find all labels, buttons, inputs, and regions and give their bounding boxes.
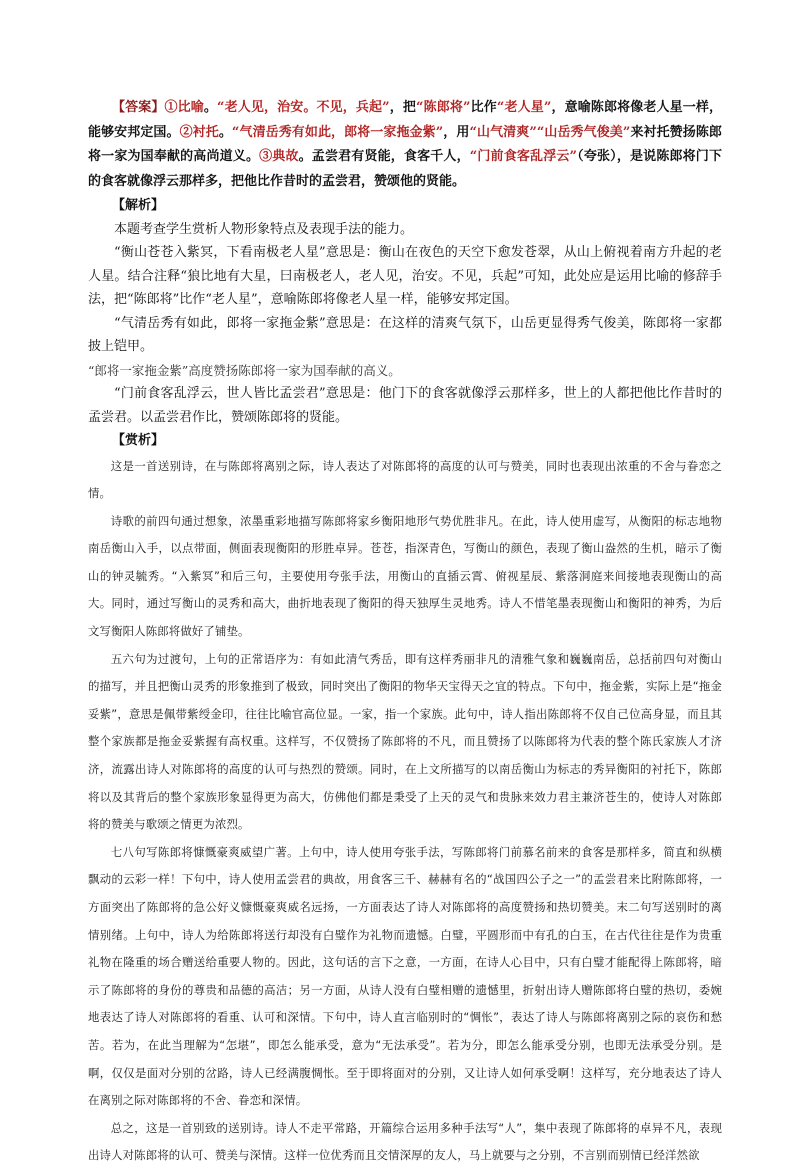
analysis-heading — [88, 194, 722, 218]
answer-text: 。 — [203, 100, 218, 115]
appreciation-heading — [88, 429, 722, 453]
answer-point-2: ②衬托 — [179, 124, 219, 140]
answer-text: 比作 — [470, 100, 497, 115]
answer-label: 【答案】 — [112, 100, 165, 115]
analysis-paragraph: “门前食客乱浮云，世人皆比孟尝君”意思是：他门下的食客就像浮云那样多，世上的人都把他比作昔时的孟尝君。以孟尝君作比，赞颂陈郎将的贤能。 — [88, 386, 722, 425]
appreciation-paragraph: 诗歌的前四句通过想象，浓墨重彩地描写陈郎将家乡衡阳地形气势优胜非凡。在此，诗人使用虚写，从衡阳的标志地物南岳衡山入手，以点带面，侧面表现衡阳的形胜卓异。苍苍，指深青色，写衡山的颜色，表现了衡山盎然的生机，暗示了衡山的钟灵毓秀。“入紫冥”和后三句，主要使用夸张手法，用衡山的直插云霄、俯视星辰、紫落洞庭来间接地表现衡山的高大。同时，通过写衡山的灵秀和高大，曲折地表现了衡阳的得天独厚生灵地秀。诗人不惜笔墨表现衡山和衡阳的神秀，为后文写衡阳人陈郎将做好了铺垫。 — [88, 513, 722, 639]
appreciation-paragraph: 七八句写陈郎将慷慨豪爽威望广著。上句中，诗人使用夸张手法，写陈郎将门前慕名前来的食客是那样多，简直和纵横飘动的云彩一样！下句中，诗人使用孟尝君的典故，用食客三千、赫赫有名的“战国四公子之一”的孟尝君来比附陈郎将，一方面突出了陈郎将的急公好义慷慨豪爽威名远扬，一方面表达了诗人对陈郎将的高度赞扬和热切赞美。末二句写送别时的离情别绪。上句中，诗人为给陈郎将送行却没有白璧作为礼物而遗憾。白璧，平圆形而中有孔的白玉，在古代往往是作为贵重礼物在隆重的场合赠送给重要人物的。因此，这句话的言下之意，一方面，在诗人心目中，只有白璧才能配得上陈郎将，暗示了陈郎将的身份的尊贵和品德的高洁；另一方面，从诗人没有白璧相赠的遗憾里，折射出诗人赠陈郎将白璧的热切，委婉地表达了诗人对陈郎将的看重、认可和深情。下句中，诗人直言临别时的“惆怅”，表达了诗人与陈郎将离别之际的哀伤和愁苦。若为，在此当理解为“怎堪”，即怎么能承受，意为“无法承受”。若为分，即怎么能承受分别，也即无法承受分别。是啊，仅仅是面对分别的岔路，诗人已经满腹惆怅。至于即将面对的分别，又让诗人如何承受啊！这样写，充分地表达了诗人在离别之际对陈郎将的不舍、眷恋和深情。 — [88, 844, 722, 1108]
appreciation-paragraph: 这是一首送别诗，在与陈郎将离别之际，诗人表达了对陈郎将的高度的认可与赞美，同时也表现出浓重的不舍与眷恋之情。 — [88, 458, 722, 501]
answer-point-1: ①比喻 — [164, 100, 204, 115]
answer-text: （夸张），是说陈郎将门下的食客就像浮云那样多，把他比作昔时的孟尝君，赞颂他的贤能。 — [88, 149, 722, 189]
answer-quote: “老人见，治安。不见，兵起” — [217, 100, 390, 115]
analysis-paragraph: “郎将一家拖金紫”高度赞扬陈郎将一家为国奉献的高义。 — [88, 362, 401, 378]
answer-text: ，用 — [443, 124, 470, 140]
answer-text: 。孟尝君有贤能，食客千人， — [298, 149, 470, 164]
answer-paragraph — [88, 96, 722, 194]
analysis-paragraph: 本题考查学生赏析人物形象特点及表现手法的能力。 — [114, 221, 414, 237]
answer-quote: “门前食客乱浮云” — [469, 149, 578, 164]
answer-quote: “山气清爽” — [469, 124, 537, 140]
appreciation-paragraph: 五六句为过渡句，上句的正常语序为：有如此清气秀岳，即有这样秀丽非凡的清雅气象和巍巍南岳，总括前四句对衡山的描写，并且把衡山灵秀的形象推到了极致，同时突出了衡阳的物华天宝得天之宜的特点。下句中，拖金紫，实际上是“拖金妥紫”，意思是佩带紫绶金印，往往比喻官高位显。一家，指一个家族。此句中，诗人指出陈郎将不仅自己位高身显，而且其整个家族都是拖金妥紫握有高权重。这样写，不仅赞扬了陈郎将的不凡，而且赞扬了以陈郎将为代表的整个陈氏家族人才济济，流露出诗人对陈郎将的高度的认可与热烈的赞颂。同时，在上文所描写的以南岳衡山为标志的秀异衡阳的衬托下，陈郎将以及其背后的整个家族形象显得更为高大，仿佛他们都是秉受了上天的灵气和贵脉来效力君主兼济苍生的，使诗人对陈郎将的赞美与歌颂之情更为浓烈。 — [88, 651, 722, 832]
document-body — [88, 96, 722, 1170]
answer-quote: “山岳秀气俊美” — [536, 124, 631, 140]
analysis-paragraph: “衡山苍苍入紫冥，下看南极老人星”意思是：衡山在夜色的天空下愈发苍翠，从山上俯视着南方升起的老人星。结合注释“狼比地有大星，曰南极老人，老人见，治安。不见，兵起”可知，此处应是运用比喻的修辞手法，把“陈郎将”比作“老人星”，意喻陈郎将像老人星一样，能够安邦定国。 — [88, 245, 722, 307]
answer-quote: “气清岳秀有如此，郎将一家拖金紫” — [231, 124, 444, 140]
answer-text: ，把 — [389, 100, 417, 115]
answer-text: 来衬托赞扬陈郎将一家为国奉献的高尚道义。 — [88, 124, 722, 164]
appreciation-paragraph: 总之，这是一首别致的送别诗。诗人不走平常路，开篇综合运用多种手法写“人”，集中表现了陈郎将的卓异不凡，表现出诗人对陈郎将的认可、赞美与深情。这样一位优秀而且交情深厚的友人，马上就要与之分别，不言别而别情已经洋然欲 — [88, 1120, 722, 1163]
answer-text: ，意喻陈郎将像老人星一样，能够安邦定国。 — [88, 100, 722, 140]
appreciation-label: 【赏析】 — [112, 433, 165, 448]
answer-quote: “老人星” — [496, 100, 552, 115]
analysis-paragraph: “气清岳秀有如此，郎将一家拖金紫”意思是：在这样的清爽气氛下，山岳更显得秀气俊美，陈郎将一家都披上铠甲。 — [88, 315, 722, 354]
analysis-label: 【解析】 — [112, 198, 165, 213]
answer-text: 。 — [218, 124, 232, 140]
answer-quote: “陈郎将” — [416, 100, 471, 115]
answer-point-3: ③典故 — [259, 149, 299, 164]
